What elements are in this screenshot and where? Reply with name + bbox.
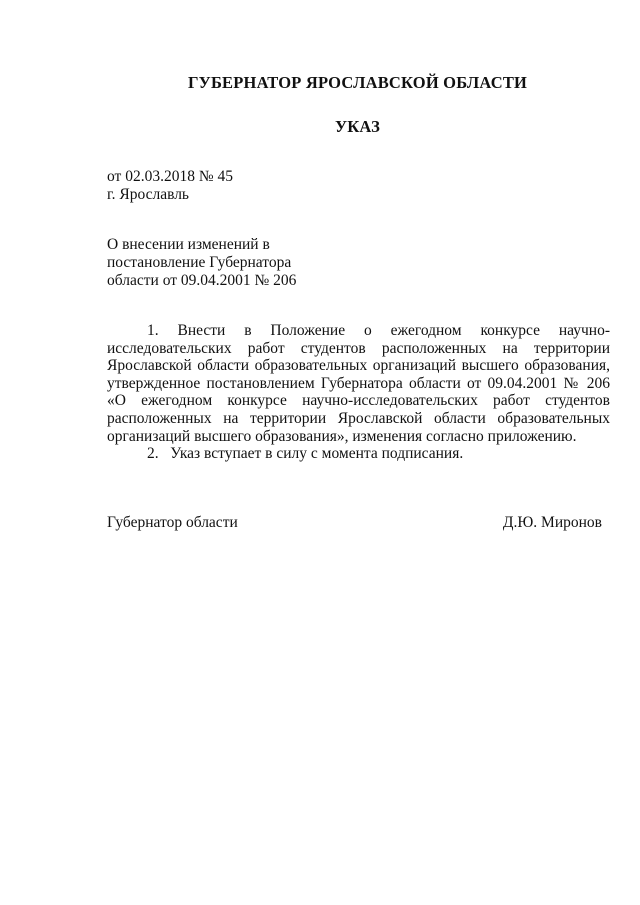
item-1-line: расположенных на территории Ярославской области образовательных [107,409,610,427]
signature-name: Д.Ю. Миронов [502,514,602,531]
item-1-line: Ярославской области образовательных организаций высшего образования, [107,357,610,375]
item-1-line: 1. Внести в Положение о ежегодном конкурсе научно- [147,322,610,339]
item-1-line: «О ежегодном конкурсе научно-исследовательских работ студентов [107,392,610,410]
date-number: от 02.03.2018 № 45 [107,168,233,185]
item-1-paragraph [107,322,610,445]
subject-line: области от 09.04.2001 № 206 [107,272,297,289]
subject-line: О внесении изменений в [107,236,270,253]
city: г. Ярославль [107,186,189,203]
item-1-line: организаций высшего образования», изменения согласно приложению. [107,427,577,445]
item-1-line: утвержденное постановлением Губернатора области от 09.04.2001 № 206 [107,374,610,392]
document-type: УКАЗ [334,117,381,136]
item-1-line: исследовательских работ студентов расположенных на территории [107,339,610,357]
item-2-paragraph: 2. Указ вступает в силу с момента подписания. [147,445,464,462]
signature-position: Губернатор области [107,514,238,531]
document-authority: ГУБЕРНАТОР ЯРОСЛАВСКОЙ ОБЛАСТИ [187,73,528,92]
subject-line: постановление Губернатора [107,254,292,271]
